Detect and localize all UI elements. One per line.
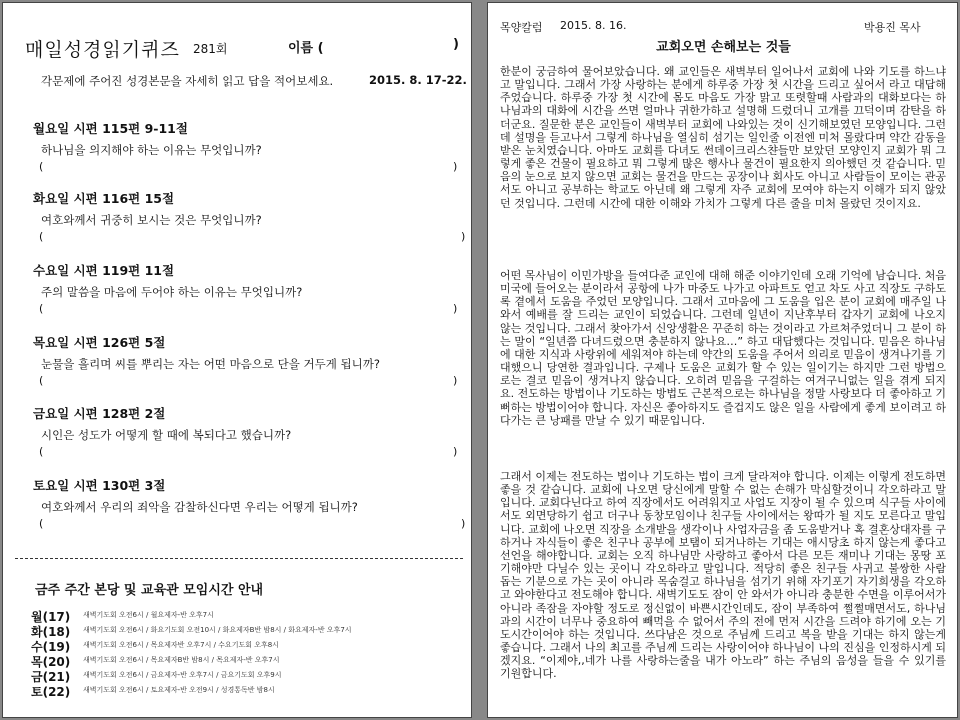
schedule-items: 새벽기도회 오전6시 / 월요제자-반 오후7시 xyxy=(83,611,214,619)
schedule-day: 화(18) xyxy=(31,625,71,639)
schedule-row xyxy=(31,683,461,698)
column-paragraph-3: 그래서 이제는 전도하는 법이나 기도하는 법이 크게 달라져야 합니다. 이제는 이렇게 전도하면 좋을 것 같습니다. 교회에 나오면 당신에게 말할 수 없는 손해가 막심할것이니 각오하라고 말입니다. 교회다닌다고 하여 직장에서도 어려워지고 사업도 지장이 될 수 있으며 식구들 사이에서도 외면당하기 쉽고 더구나 동창모임이나 친구들 사이에서는 왕따가 될 지도 모른다고 말입니다. 교회에 나오면 직장을 소개받을 생각이나 사업자금을 좀 도움받거나 혹 결혼상대자를 구하거나 자식들이 좋은 친구나 공부에 보탬이 되거나하는 기대는 애시당초 하지 않는게 좋다고 선언을 해야합니다. 교회는 오직 하나님만 사랑하고 좋아서 다른 모든 재미나 기대는 몽땅 포기해야만 다닐수 있는 곳이니 각오하라고 말입니다. 적당히 좋은 친구들 사귀고 불쌍한 사람 돕는 기분으로 가는 곳이 아니라 목숨걸고 하나님을 섬기기 위해 자기포기 자기희생을 각오하고 와야한다고 전도해야 합니다. 새벽기도도 잠이 안 와서가 아니라 충분한 수면을 이루어서가 아니라 족잠을 자야할 정도로 정신없이 바쁜시간인데도, 잠이 부족하여 쩔쩔매면서도, 하나님과의 시간이 너무나 중요하여 빼먹을 수 없어서 주의 전에 먼저 시간을 드려야 하기에 오는 기도시간이어야 하는 것입니다. 쓰다남은 것으로 주님께 드리고 복을 받을 기대는 하지 않는게 좋습니다. 그래서 나의 최고를 주님께 드리는 사랑이어야 하나님이 나의 진심을 인정하시게 되겠지요. “이제야,,네가 나를 사랑하는줄을 내가 아노라” 하는 주님의 음성을 들을 수 있기를 기원합니다. xyxy=(500,470,946,681)
schedule-day: 금(21) xyxy=(31,670,71,684)
schedule-day: 목(20) xyxy=(31,655,71,669)
schedule-row xyxy=(31,638,461,653)
column-author: 박용진 목사 xyxy=(864,21,921,34)
schedule-day: 토(22) xyxy=(31,685,71,699)
day-heading: 화요일 시편 116편 15절 xyxy=(33,191,175,206)
answer-open-paren: ( xyxy=(39,160,44,173)
quiz-day-tuesday xyxy=(3,189,472,259)
day-question: 주의 말씀을 마음에 두어야 하는 이유는 무엇입니까? xyxy=(41,285,303,299)
schedule-heading: 금주 주간 본당 및 교육관 모임시간 안내 xyxy=(35,583,264,598)
answer-open-paren: ( xyxy=(39,302,44,315)
schedule-items: 새벽기도회 오전6시 / 화요기도회 오전10시 / 화요제자B반 밤8시 / 화요제자-반 오후7시 xyxy=(83,626,352,634)
quiz-issue-number: 281회 xyxy=(193,42,228,56)
day-heading: 금요일 시편 128편 2절 xyxy=(33,406,166,421)
day-heading: 토요일 시편 130편 3절 xyxy=(33,478,166,493)
quiz-title: 매일성경읽기퀴즈 xyxy=(25,39,180,61)
column-title: 교회오면 손해보는 것들 xyxy=(656,40,791,55)
name-field-label: 이름 ( xyxy=(288,41,324,56)
column-paragraph-1: 한분이 궁금하여 물어보았습니다. 왜 교인들은 새벽부터 일어나서 교회에 나와 기도를 하느냐고 말입니다. 그래서 가장 사랑하는 분에게 하루중 가장 첫 시간을 드리고 싶어서 라고 대답해 주었습니다. 하루중 가장 첫 시간에 몸도 마음도 가장 맑고 또렷할때 사람과의 대화보다는 하나님과의 대화에 시간을 쓰면 얼마나 귀한가하고 설명해 드렸더니 고개를 끄덕이며 감탄을 하더군요. 질문한 분은 교인들이 새벽부터 교회에 나와있는 것이 신기해보였던 모양입니다. 그런데 설명을 듣고나서 그렇게 하나님을 열심히 섬기는 일인줄 이전엔 미처 몰랐다며 약간 감동을 받은 눈치였습니다. 아마도 교회를 다녀도 썬데이크리스챤들만 보았던 모양인지 교회가 뭐 그렇게 좋은 건물이 필요하고 뭐 그렇게 많은 행사나 물건이 필요한지 의아했던 것 같습니다. 믿음의 눈으로 보지 않으면 교회는 물건을 만드는 공장이나 회사도 아니고 사람들이 모이는 관공서도 아니고 공부하는 학교도 아닌데 왜 그렇게 자주 교회에 모여야 하는지 이해가 되지 않았던 것입니다. 그런데 시간에 대한 이해와 가치가 그렇게 다른 줄을 미처 몰랐던 것이지요. xyxy=(500,65,946,210)
schedule-row xyxy=(31,653,461,668)
answer-open-paren: ( xyxy=(39,517,44,530)
schedule-day: 수(19) xyxy=(31,640,71,654)
day-question: 하나님을 의지해야 하는 이유는 무엇입니까? xyxy=(41,143,262,157)
schedule-items: 새벽기도회 오전6시 / 금요제자-반 오후7시 / 금요기도회 오후9시 xyxy=(83,671,282,679)
dashed-divider xyxy=(15,558,463,559)
quiz-date-range: 2015. 8. 17-22. xyxy=(369,73,467,87)
day-question: 여호와께서 귀중히 보시는 것은 무엇입니까? xyxy=(41,213,262,227)
day-heading: 월요일 시편 115편 9-11절 xyxy=(33,121,188,136)
pastoral-column-sheet xyxy=(487,2,958,718)
day-question: 눈물을 흘리며 씨를 뿌리는 자는 어떤 마음으로 단을 거두게 됩니까? xyxy=(41,357,380,371)
answer-open-paren: ( xyxy=(39,230,44,243)
answer-close-paren: ) xyxy=(461,517,466,530)
answer-close-paren: ) xyxy=(453,445,458,458)
schedule-items: 새벽기도회 오전6시 / 토요제자-반 오전9시 / 성경통독반 밤8시 xyxy=(83,686,275,694)
schedule-row xyxy=(31,623,461,638)
answer-open-paren: ( xyxy=(39,445,44,458)
column-date: 2015. 8. 16. xyxy=(560,19,627,32)
column-label: 목양칼럼 xyxy=(500,21,543,34)
schedule-items: 새벽기도회 오전6시 / 목요제자B반 밤8시 / 목요제자-반 오후7시 xyxy=(83,656,280,664)
answer-close-paren: ) xyxy=(461,230,466,243)
quiz-day-saturday xyxy=(3,476,472,546)
quiz-day-wednesday xyxy=(3,261,472,331)
answer-open-paren: ( xyxy=(39,374,44,387)
name-field-close: ) xyxy=(453,37,459,52)
schedule-day: 월(17) xyxy=(31,610,71,624)
quiz-day-monday xyxy=(3,119,472,189)
schedule-items: 새벽기도회 오전6시 / 목요제자반 오후7시 / 수요기도회 오후8시 xyxy=(83,641,279,649)
column-paragraph-2: 어떤 목사님이 이민가방을 들여다준 교인에 대해 해준 이야기인데 오래 기억에 남습니다. 처음 미국에 들어오는 분이라서 공항에 나가 마중도 나가고 아파트도 얻고 차도 사고 직장도 구하도록 곁에서 도움을 주었던 모양입니다. 그래서 고마움에 그 도움을 입은 분이 교회에 매주일 나와서 예배를 잘 드리는 교인이 되었습니다. 그런데 일년이 지난후부터 갑자기 교회에 나오지 않는 것입니다. 그래서 찾아가서 신앙생활은 꾸준히 하는 것이라고 가르쳐주었더니 그 분이 하는 말이 “일년쯤 다녀드렸으면 충분하지 않나요…” 하고 대답했다는 것입니다. 믿음은 하나님에 대한 지식과 사랑위에 세워져야 하는데 약간의 도움을 주어서 의리로 믿음이 생겨나기를 기대했으니 당연한 결과입니다. 구제나 도움은 교회가 할 수 있는 일이기는 하지만 그런 방법으로는 결코 믿음이 생겨나지 않습니다. 오히려 믿음을 구걸하는 여겨구니없는 일을 겪게 되지요. 전도하는 방법이나 기도하는 방법도 근본적으로는 하나님을 정말 사랑보다 더 좋아하고 기뻐하는 방법이어야 합니다. 자신은 좋아하지도 즐겁지도 않은 일을 사람에게 좋게 보이려고 하다가는 큰 낭패를 만날 수 있기 때문입니다. xyxy=(500,269,946,427)
day-heading: 수요일 시편 119편 11절 xyxy=(33,263,175,278)
quiz-instructions: 각문제에 주어진 성경본문을 자세히 읽고 답을 적어보세요. xyxy=(41,74,334,88)
day-heading: 목요일 시편 126편 5절 xyxy=(33,335,166,350)
quiz-day-friday xyxy=(3,404,472,474)
answer-close-paren: ) xyxy=(453,160,458,173)
quiz-day-thursday xyxy=(3,333,472,403)
quiz-sheet xyxy=(2,2,472,718)
answer-close-paren: ) xyxy=(453,374,458,387)
day-question: 여호와께서 우리의 죄악을 감찰하신다면 우리는 어떻게 됩니까? xyxy=(41,500,358,514)
schedule-row xyxy=(31,608,461,623)
answer-close-paren: ) xyxy=(453,302,458,315)
day-question: 시인은 성도가 어떻게 할 때에 복되다고 했습니까? xyxy=(41,428,292,442)
schedule-row xyxy=(31,668,461,683)
